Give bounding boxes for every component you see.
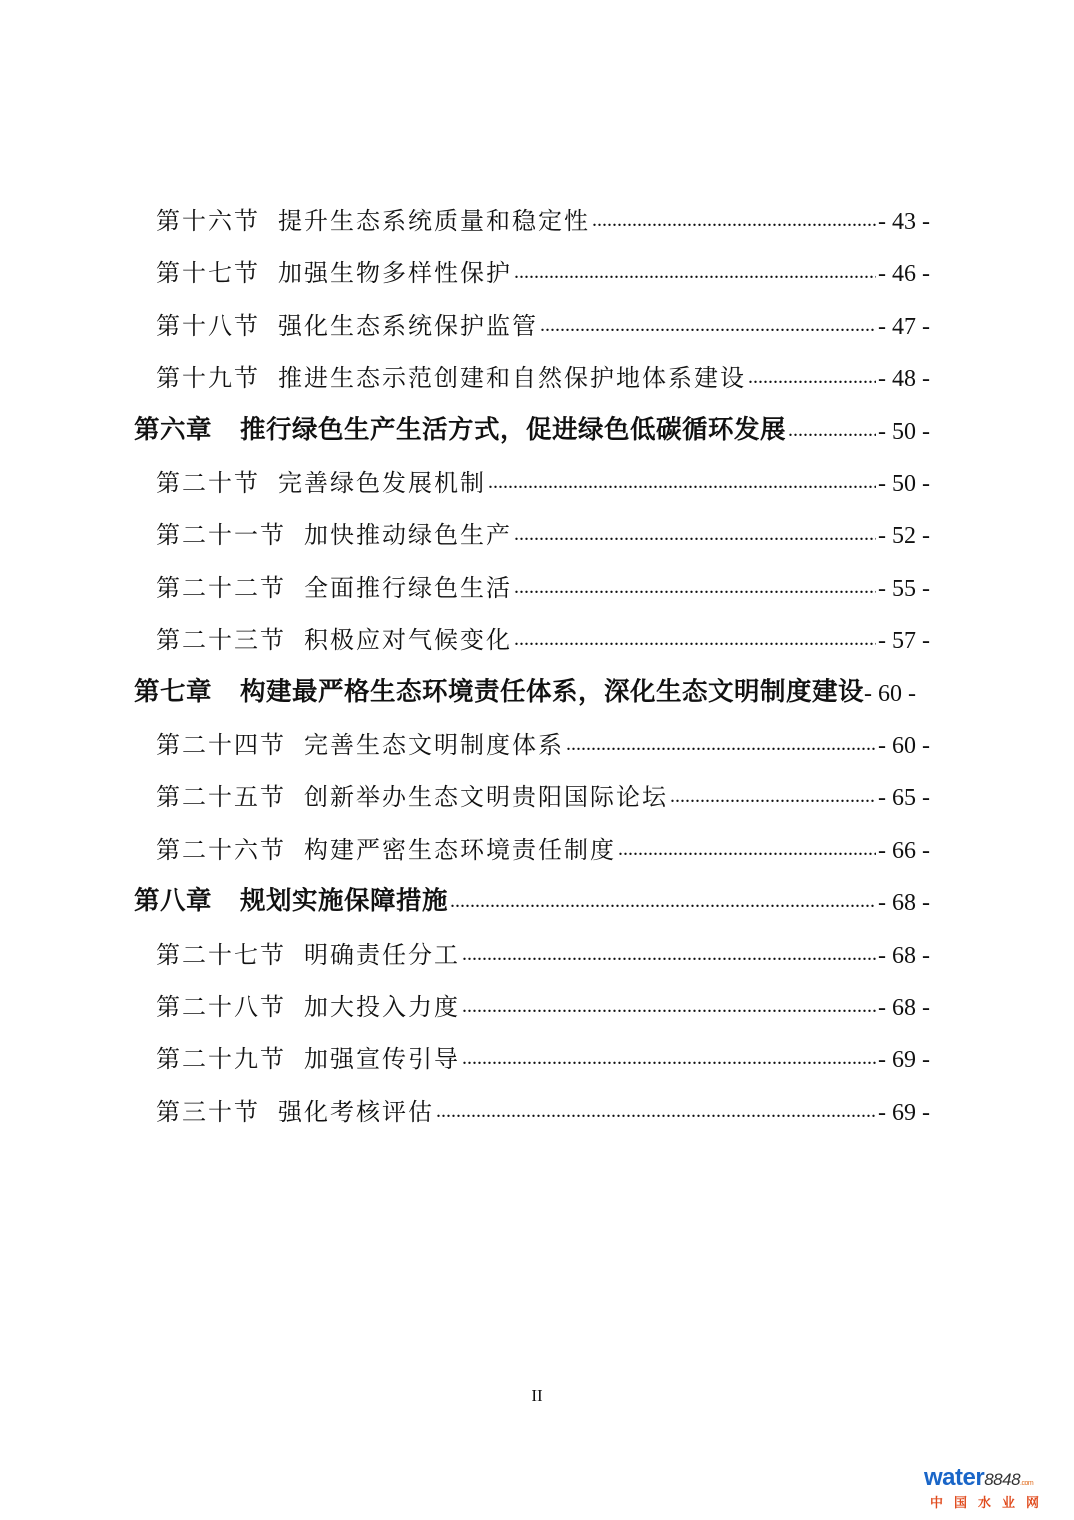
dot-leader xyxy=(436,1100,876,1123)
watermark-brand: water xyxy=(924,1464,985,1491)
toc-chapter[interactable] xyxy=(134,871,930,917)
dot-leader xyxy=(462,1047,876,1070)
toc-entry-page: - 47 - xyxy=(878,313,930,340)
toc-chapter-number: 第七章 xyxy=(134,676,213,707)
toc-entry-page: - 65 - xyxy=(878,785,930,812)
toc-entry-number: 第二十四节 xyxy=(156,731,286,759)
toc-entry-number: 第三十节 xyxy=(156,1097,260,1126)
dot-leader xyxy=(592,209,876,232)
toc-entry-page: - 52 - xyxy=(878,523,930,550)
toc-entry-page: - 55 - xyxy=(878,575,930,602)
dot-leader xyxy=(670,785,876,808)
toc-entry-title: 加大投入力度 xyxy=(304,993,460,1021)
toc-entry-title: 完善绿色发展机制 xyxy=(278,469,486,497)
toc-entry-page: - 68 - xyxy=(878,995,930,1021)
toc-chapter-title: 构建最严格生态环境责任体系，深化生态文明制度建设 xyxy=(240,676,865,707)
watermark-wordmark xyxy=(924,1464,1033,1492)
toc-entry-title: 全面推行绿色生活 xyxy=(304,573,512,602)
toc-entry-title: 强化生态系统保护监管 xyxy=(278,311,538,340)
toc-entry-title: 加强生物多样性保护 xyxy=(278,259,512,288)
toc-entry-number: 第二十节 xyxy=(156,469,260,497)
toc-entry-number: 第十九节 xyxy=(156,364,260,393)
toc-entry-title: 加强宣传引导 xyxy=(304,1045,460,1074)
toc-entry[interactable] xyxy=(156,1081,930,1127)
toc-entry-number: 第十八节 xyxy=(156,311,260,340)
toc-entry-page: - 66 - xyxy=(878,837,930,864)
toc-chapter[interactable] xyxy=(134,662,954,708)
toc-entry-title: 提升生态系统质量和稳定性 xyxy=(278,207,590,235)
dot-leader xyxy=(514,523,876,546)
toc-chapter-page: - 60 - xyxy=(864,680,917,707)
toc-chapter-title: 规划实施保障措施 xyxy=(240,886,449,917)
toc-entry-number: 第十六节 xyxy=(156,207,260,235)
toc-entry[interactable] xyxy=(156,452,930,498)
toc-entry-number: 第二十三节 xyxy=(156,626,286,655)
toc-entry-number: 第二十一节 xyxy=(156,521,286,550)
toc-entry-number: 第二十七节 xyxy=(156,940,286,969)
toc-entry[interactable] xyxy=(156,557,930,603)
toc-chapter-title: 推行绿色生产生活方式，促进绿色低碳循环发展 xyxy=(240,414,787,445)
toc-entry[interactable] xyxy=(156,924,930,970)
toc-entry[interactable] xyxy=(156,504,930,550)
toc-entry-page: - 60 - xyxy=(878,733,930,759)
watermark-digits: 8848 xyxy=(984,1470,1021,1489)
dot-leader xyxy=(566,733,876,756)
toc-entry-title: 积极应对气候变化 xyxy=(304,626,512,655)
toc-entry[interactable] xyxy=(156,1028,930,1074)
dot-leader xyxy=(488,471,876,494)
toc-entry-title: 构建严密生态环境责任制度 xyxy=(304,835,616,864)
dot-leader xyxy=(788,419,876,442)
toc-entry[interactable] xyxy=(156,242,930,288)
toc-entry[interactable] xyxy=(156,714,930,760)
toc-entry-title: 完善生态文明制度体系 xyxy=(304,731,564,759)
toc-entry[interactable] xyxy=(156,347,930,393)
toc-entry-page: - 46 - xyxy=(878,261,930,288)
toc-entry-page: - 43 - xyxy=(878,209,930,235)
toc-entry-page: - 48 - xyxy=(878,366,930,393)
page-number: II xyxy=(531,1386,543,1405)
dot-leader xyxy=(462,995,876,1018)
toc-entry-title: 创新举办生态文明贵阳国际论坛 xyxy=(304,783,668,812)
dot-leader xyxy=(748,366,876,389)
toc-chapter[interactable] xyxy=(134,400,930,446)
toc-entry-page: - 69 - xyxy=(878,1099,930,1126)
toc-entry[interactable] xyxy=(156,295,930,341)
toc-entry-page: - 68 - xyxy=(878,942,930,969)
toc-entry[interactable] xyxy=(156,976,930,1022)
toc-entry-title: 推进生态示范创建和自然保护地体系建设 xyxy=(278,364,746,393)
toc-entry-title: 强化考核评估 xyxy=(278,1097,434,1126)
toc-chapter-page: - 50 - xyxy=(878,418,930,445)
toc-entry-number: 第二十二节 xyxy=(156,573,286,602)
toc-entry-number: 第二十六节 xyxy=(156,835,286,864)
toc-entry[interactable] xyxy=(156,609,930,655)
toc-entry-page: - 57 - xyxy=(878,628,930,655)
dot-leader xyxy=(514,576,876,599)
dot-leader xyxy=(618,838,876,861)
toc-entry-title: 加快推动绿色生产 xyxy=(304,521,512,550)
toc-chapter-page: - 68 - xyxy=(878,890,930,917)
dot-leader xyxy=(462,943,876,966)
toc-chapter-number: 第八章 xyxy=(134,886,213,917)
toc-entry[interactable] xyxy=(156,819,930,865)
toc-entry-page: - 50 - xyxy=(878,471,930,497)
dot-leader xyxy=(540,314,876,337)
toc-entry-title: 明确责任分工 xyxy=(304,940,460,969)
toc-entry-number: 第二十九节 xyxy=(156,1045,286,1074)
watermark-subtitle: 中国水业网 xyxy=(930,1496,1051,1511)
watermark-com: .com xyxy=(1020,1480,1034,1487)
dot-leader xyxy=(514,628,876,651)
toc-entry[interactable] xyxy=(156,190,930,236)
toc-entry-number: 第二十八节 xyxy=(156,993,286,1021)
toc-entry-number: 第十七节 xyxy=(156,259,260,288)
dot-leader xyxy=(450,890,876,913)
dot-leader xyxy=(514,261,876,284)
toc-entry[interactable] xyxy=(156,766,930,812)
watermark-logo xyxy=(924,1464,1064,1512)
toc-chapter-number: 第六章 xyxy=(134,414,213,445)
toc-entry-number: 第二十五节 xyxy=(156,783,286,812)
toc-entry-page: - 69 - xyxy=(878,1047,930,1074)
